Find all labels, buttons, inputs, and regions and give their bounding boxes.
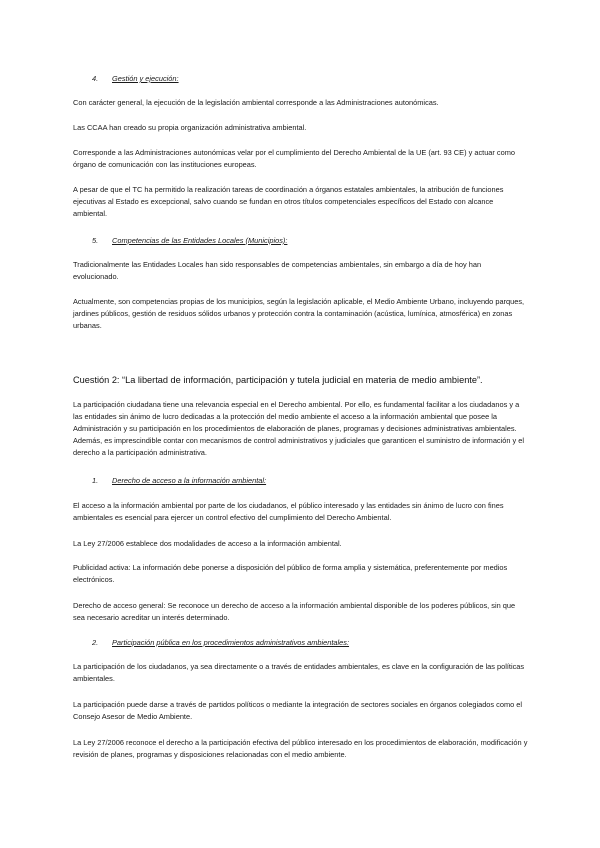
section-title: Participación pública en los procedimientos administrativos ambientales:	[112, 638, 350, 647]
paragraph: La participación de los ciudadanos, ya sea directamente o a través de entidades ambientales, es clave en la configuración de las políticas ambientales.	[73, 662, 525, 683]
paragraph: Derecho de acceso general: Se reconoce un derecho de acceso a la información ambiental disponible de los poderes públicos, sin que sea necesario acreditar un interés determinado.	[73, 601, 516, 622]
paragraph: Actualmente, son competencias propias de los municipios, según la legislación aplicable, el Medio Ambiente Urbano, incluyendo parques, jardines públicos, gestión de residuos sólidos urbanos y protección contra la contaminación (acústica, lumínica, atmosférica) en zonas urbanas.	[73, 297, 525, 330]
section-number: 1.	[92, 476, 99, 485]
subsection-heading-2	[92, 637, 349, 649]
paragraph: Tradicionalmente las Entidades Locales han sido responsables de competencias ambientales, sin embargo a día de hoy han evolucionado.	[73, 260, 482, 281]
section-number: 4.	[92, 74, 99, 83]
subsection-heading-1	[92, 475, 266, 487]
section-title: Gestión y ejecución:	[112, 74, 179, 83]
paragraph: Publicidad activa: La información debe ponerse a disposición del público de forma amplia y sistemática, preferentemente por medios electrónicos.	[73, 563, 508, 584]
section-heading-5	[92, 235, 287, 247]
section-number: 2.	[92, 638, 99, 647]
paragraph: La Ley 27/2006 establece dos modalidades de acceso a la información ambiental.	[73, 539, 342, 548]
paragraph: Las CCAA han creado su propia organización administrativa ambiental.	[73, 123, 307, 132]
paragraph: La Ley 27/2006 reconoce el derecho a la participación efectiva del público interesado en los procedimientos de elaboración, modificación y revisión de planes, programas y disposiciones relacionadas con el medio ambiente.	[73, 738, 528, 759]
section-title: Derecho de acceso a la información ambiental:	[112, 476, 267, 485]
paragraph: Con carácter general, la ejecución de la legislación ambiental corresponde a las Administraciones autonómicas.	[73, 98, 439, 107]
section-title: Competencias de las Entidades Locales (Municipios):	[112, 236, 288, 245]
paragraph: La participación puede darse a través de partidos políticos o mediante la integración de sectores sociales en órganos colegiados como el Consejo Asesor de Medio Ambiente.	[73, 700, 523, 721]
paragraph: El acceso a la información ambiental por parte de los ciudadanos, el público interesado y las entidades sin ánimo de lucro con fines ambientales es esencial para ejercer un control efectivo del cumplimiento del Derecho Ambiental.	[73, 501, 504, 522]
section-number: 5.	[92, 236, 99, 245]
question-heading: Cuestión 2: “La libertad de información, participación y tutela judicial en materia de medio ambiente”.	[73, 375, 483, 385]
paragraph: Corresponde a las Administraciones autonómicas velar por el cumplimiento del Derecho Ambiental de la UE (art. 93 CE) y actuar como órgano de comunicación con las instituciones europeas.	[73, 148, 516, 169]
paragraph: La participación ciudadana tiene una relevancia especial en el Derecho ambiental. Por ello, es fundamental facilitar a los ciudadanos y a las entidades sin ánimo de lucro dedicadas a la protección del medio ambiente el acceso a la información ambiental que posee la Administración y su participación en los procedimientos de elaboración de planes, programas y decisiones administrativas ambientales. Además, es imprescindible contar con mecanismos de control administrativos y judiciales que garanticen el suministro de información y el derecho a la participación administrativa.	[73, 400, 525, 457]
paragraph: A pesar de que el TC ha permitido la realización tareas de coordinación a órganos estatales ambientales, la atribución de funciones ejecutivas al Estado es excepcional, salvo cuando se fundan en otros títulos competenciales específicos del Estado con alcance ambiental.	[73, 185, 504, 218]
section-heading-4	[92, 73, 179, 85]
